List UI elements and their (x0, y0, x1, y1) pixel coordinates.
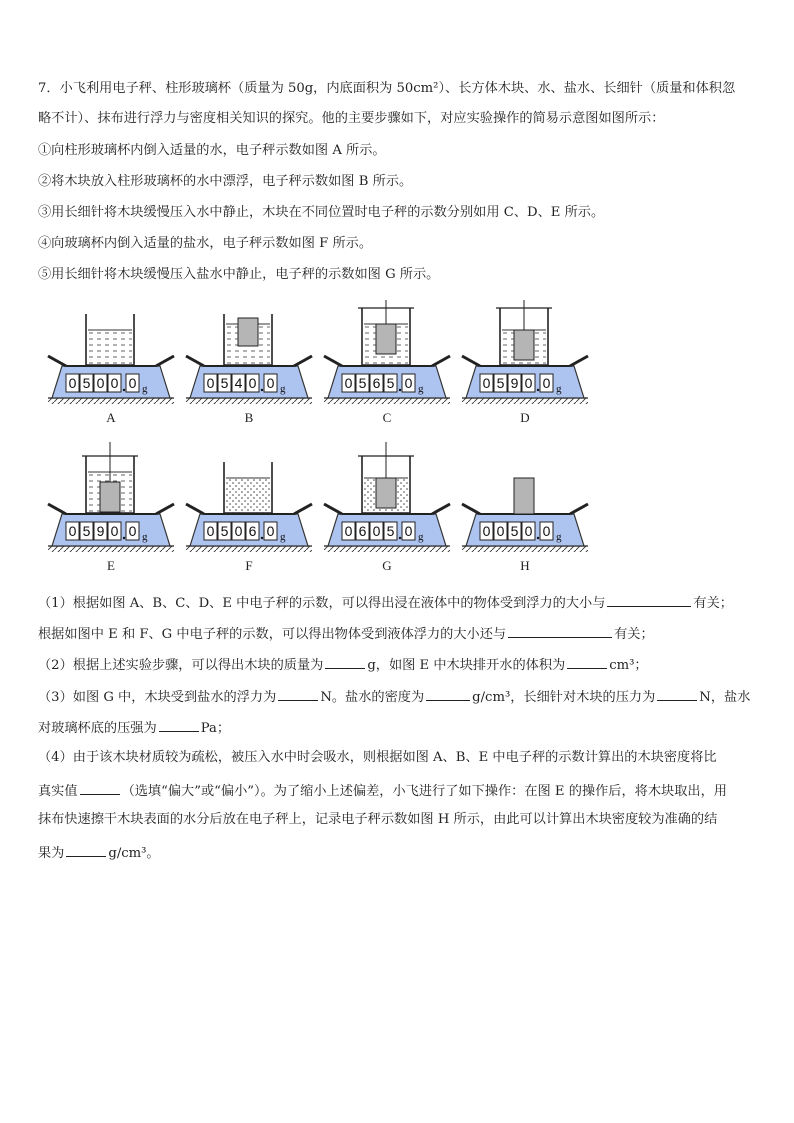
q4-text-b: 真实值 (38, 784, 78, 799)
digit-5: 0 (128, 523, 137, 539)
scale-h (462, 478, 588, 573)
q3-text-f: Pa； (200, 721, 231, 736)
pan-arm-left (186, 356, 204, 366)
digit-1: 0 (482, 375, 491, 391)
digit-1: 0 (68, 523, 77, 539)
digit-3: 5 (510, 523, 519, 539)
scale-c (324, 300, 450, 425)
digit-3: 0 (96, 375, 105, 391)
ground-hatch (186, 546, 312, 552)
digit-1: 0 (206, 523, 215, 539)
figure-label: C (382, 410, 392, 425)
q2-blank-1[interactable] (325, 654, 365, 669)
digit-1: 0 (68, 375, 77, 391)
digit-2: 5 (220, 375, 229, 391)
q2-text-a: （2）根据上述实验步骤，可以得出木块的质量为 (38, 658, 324, 673)
decimal-point (123, 537, 125, 539)
q4-line-b (38, 780, 727, 801)
digit-5: 0 (266, 523, 275, 539)
digit-2: 5 (358, 375, 367, 391)
digit-4: 0 (248, 375, 257, 391)
q3-blank-3[interactable] (657, 686, 697, 701)
decimal-point (537, 389, 539, 391)
q4-blank-2[interactable] (66, 842, 106, 857)
q3-blank-4[interactable] (159, 717, 199, 732)
pan-arm-right (156, 504, 174, 514)
wood-block (100, 482, 120, 512)
pan-arm-left (462, 356, 480, 366)
wood-block (376, 478, 396, 508)
q2-line (38, 654, 648, 675)
digit-1: 0 (344, 523, 353, 539)
pan-arm-left (324, 504, 342, 514)
q4-line-d (38, 842, 160, 863)
ground-hatch (48, 398, 174, 404)
digit-3: 0 (372, 523, 381, 539)
experiment-figure (38, 300, 598, 590)
q1-text-b: 根据如图中 E 和 F、G 中电子秤的示数，可以得出物体受到液体浮力的大小还与 (38, 627, 507, 642)
digit-4: 0 (524, 375, 533, 391)
pan-arm-left (48, 356, 66, 366)
q4-text-c: （选填“偏大”或“偏小”）。为了缩小上述偏差，小飞进行了如下操作：在图 E 的操作后，将木块取出，用 (121, 784, 727, 799)
ground-hatch (462, 546, 588, 552)
experiment-diagram (38, 300, 598, 590)
ground-hatch (462, 398, 588, 404)
unit-label: g (418, 531, 424, 543)
step-1: ①向柱形玻璃杯内倒入适量的水，电子秤示数如图 A 所示。 (38, 143, 386, 158)
q1-text-b-end: 有关； (614, 627, 654, 642)
question-line-1: 7．小飞利用电子秤、柱形玻璃杯（质量为 50g，内底面积为 50cm²）、长方体木块、水、盐水、长细针（质量和体积忽 (38, 81, 736, 96)
pan-arm-left (48, 504, 66, 514)
q3-blank-2[interactable] (426, 686, 470, 701)
ground-hatch (48, 546, 174, 552)
unit-label: g (280, 531, 286, 543)
digit-5: 0 (542, 523, 551, 539)
unit-label: g (142, 383, 148, 395)
decimal-point (123, 389, 125, 391)
digit-5: 0 (266, 375, 275, 391)
q4-line-a: （4）由于该木块材质较为疏松，被压入水中时会吸水，则根据如图 A、B、E 中电子秤的示数计算出的木块密度将比 (38, 750, 717, 765)
digit-2: 6 (358, 523, 367, 539)
pan-arm-left (186, 504, 204, 514)
q3-line-a (38, 686, 750, 707)
step-3: ③用长细针将木块缓慢压入水中静止，木块在不同位置时电子秤的示数分别如用 C、D、E 所示。 (38, 205, 605, 220)
q1-blank-1[interactable] (607, 592, 691, 607)
digit-5: 0 (404, 375, 413, 391)
digit-4: 6 (248, 523, 257, 539)
decimal-point (261, 537, 263, 539)
pan-arm-right (294, 504, 312, 514)
figure-label: G (382, 558, 392, 573)
figure-label: E (107, 558, 115, 573)
digit-4: 0 (524, 523, 533, 539)
q2-text-b: g，如图 E 中木块排开水的体积为 (367, 658, 566, 673)
decimal-point (537, 537, 539, 539)
scale-e (48, 442, 174, 573)
step-5: ⑤用长细针将木块缓慢压入盐水中静止，电子秤的示数如图 G 所示。 (38, 267, 440, 282)
digit-1: 0 (482, 523, 491, 539)
digit-3: 9 (96, 523, 105, 539)
q3-line-b (38, 717, 230, 738)
scale-g (324, 442, 450, 573)
digit-4: 5 (386, 523, 395, 539)
figure-label: A (106, 410, 116, 425)
step-2: ②将木块放入柱形玻璃杯的水中漂浮，电子秤示数如图 B 所示。 (38, 174, 413, 189)
q4-blank-1[interactable] (80, 780, 120, 795)
digit-4: 0 (110, 375, 119, 391)
question-line-2: 略不计）、抹布进行浮力与密度相关知识的探究。他的主要步骤如下，对应实验操作的简易示意图如图所示： (38, 111, 665, 126)
digit-2: 5 (82, 375, 91, 391)
pan-arm-right (432, 356, 450, 366)
unit-label: g (142, 531, 148, 543)
pan-arm-right (294, 356, 312, 366)
wood-block (514, 330, 534, 360)
water (88, 330, 132, 365)
scale-b (186, 314, 312, 425)
q1-text-a-end: 有关； (693, 596, 733, 611)
decimal-point (399, 537, 401, 539)
digit-5: 0 (404, 523, 413, 539)
digit-1: 0 (344, 375, 353, 391)
figure-label: D (520, 410, 530, 425)
digit-5: 0 (542, 375, 551, 391)
wood-block (238, 318, 258, 346)
pan-arm-right (570, 356, 588, 366)
digit-2: 5 (496, 375, 505, 391)
q3-blank-1[interactable] (278, 686, 318, 701)
q3-text-a: （3）如图 G 中，木块受到盐水的浮力为 (38, 690, 277, 705)
q1-line-a (38, 592, 733, 613)
q4-text-f: g/cm³。 (108, 846, 160, 861)
q1-text-a: （1）根据如图 A、B、C、D、E 中电子秤的示数，可以得出浸在液体中的物体受到浮力的大小与 (38, 596, 606, 611)
q4-text-e: 果为 (38, 846, 65, 861)
pan-arm-right (432, 504, 450, 514)
digit-2: 0 (496, 523, 505, 539)
digit-3: 6 (372, 375, 381, 391)
q3-text-c: g/cm³，长细针对木块的压力为 (472, 690, 656, 705)
q1-line-b (38, 623, 654, 644)
figure-label: B (244, 410, 254, 425)
pan-arm-right (156, 356, 174, 366)
scale-f (186, 462, 312, 573)
digit-3: 0 (234, 523, 243, 539)
digit-3: 9 (510, 375, 519, 391)
q4-line-c: 抹布快速擦干木块表面的水分后放在电子秤上，记录电子秤示数如图 H 所示，由此可以计算出木块密度较为准确的结 (38, 812, 718, 827)
figure-label: F (245, 558, 253, 573)
decimal-point (261, 389, 263, 391)
pan-arm-right (570, 504, 588, 514)
scale-d (462, 300, 588, 425)
wood-block (514, 478, 534, 514)
digit-1: 0 (206, 375, 215, 391)
digit-3: 4 (234, 375, 243, 391)
pan-arm-left (462, 504, 480, 514)
digit-4: 5 (386, 375, 395, 391)
ground-hatch (324, 546, 450, 552)
q3-text-e: 对玻璃杯底的压强为 (38, 721, 157, 736)
scale-a (48, 314, 174, 425)
digit-2: 5 (220, 523, 229, 539)
q1-blank-2[interactable] (508, 623, 612, 638)
unit-label: g (280, 383, 286, 395)
unit-label: g (418, 383, 424, 395)
salt-water (226, 478, 270, 513)
step-4: ④向玻璃杯内倒入适量的盐水，电子秤示数如图 F 所示。 (38, 236, 373, 251)
digit-5: 0 (128, 375, 137, 391)
digit-2: 5 (82, 523, 91, 539)
q3-text-d: N，盐水 (699, 690, 751, 705)
unit-label: g (556, 383, 562, 395)
figure-label: H (520, 558, 530, 573)
decimal-point (399, 389, 401, 391)
q3-text-b: N。盐水的密度为 (320, 690, 425, 705)
unit-label: g (556, 531, 562, 543)
pan-arm-left (324, 356, 342, 366)
ground-hatch (186, 398, 312, 404)
wood-block (376, 324, 396, 354)
digit-4: 0 (110, 523, 119, 539)
q2-text-c: cm³； (609, 658, 648, 673)
ground-hatch (324, 398, 450, 404)
q2-blank-2[interactable] (567, 654, 607, 669)
